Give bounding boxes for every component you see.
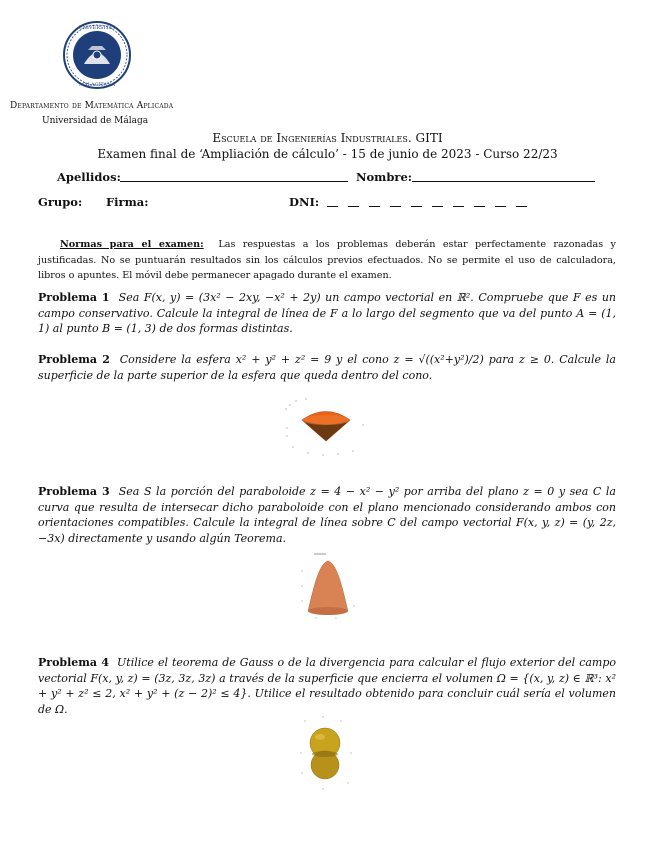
dni-digit-slot[interactable]: [348, 206, 359, 207]
svg-text:MALACITANA: MALACITANA: [78, 82, 116, 88]
problem-title: Problema 1: [38, 291, 110, 304]
name-label: Nombre:: [356, 170, 413, 184]
dni-digit-slot[interactable]: [495, 206, 506, 207]
dni-digit-slot[interactable]: [327, 206, 338, 207]
svg-text:UNIVERSITAS: UNIVERSITAS: [78, 25, 116, 31]
name-field[interactable]: [412, 181, 595, 182]
surname-field[interactable]: [120, 181, 348, 182]
dni-digit-slot[interactable]: [453, 206, 464, 207]
problem-4: [38, 655, 616, 717]
dni-digit-slot[interactable]: [432, 206, 443, 207]
paraboloid-figure: [296, 551, 361, 621]
dni-digit-slot[interactable]: [369, 206, 380, 207]
problem-2: [38, 352, 616, 383]
dni-digit-slot[interactable]: [411, 206, 422, 207]
group-label: Grupo:: [38, 195, 83, 209]
exam-rules: [38, 237, 616, 284]
dni-digit-slot[interactable]: [474, 206, 485, 207]
problem-title: Problema 3: [38, 485, 110, 498]
exam-title: Examen final de ‘Ampliación de cálculo’ - 15 de junio de 2023 - Curso 22/23: [97, 147, 558, 161]
dni-digit-slot[interactable]: [516, 206, 527, 207]
rules-text: Las respuestas a los problemas deberán estar perfectamente razonadas y justificadas. No se puntuarán resultados sin los cálculos previos efectuados. No se permite el uso de calculadora, libros o apuntes. El móvil debe permanecer apagado durante el examen.: [38, 239, 616, 281]
dni-label: DNI:: [289, 195, 320, 209]
problem-1: [38, 290, 616, 337]
surname-label: Apellidos:: [57, 170, 121, 184]
university-seal-logo: [62, 20, 132, 90]
problem-text: Considere la esfera x² + y² + z² = 9 y el cono z = √((x²+y²)/2) para z ≥ 0. Calcule la superficie de la parte superior de la esfera que queda dentro del cono.: [38, 353, 616, 382]
problem-title: Problema 4: [38, 656, 110, 669]
sphere-cone-figure: [278, 395, 373, 460]
problem-text: Sea F(x, y) = (3x² − 2xy, −x² + 2y) un campo vectorial en ℝ². Compruebe que F es un campo conservativo. Calcule la integral de línea de F a lo largo del segmento que va del punto A = (1, 1) al punto B = (1, 3) de dos formas distintas.: [38, 291, 616, 335]
problem-title: Problema 2: [38, 353, 110, 366]
dni-digit-slot[interactable]: [390, 206, 401, 207]
problem-3: [38, 484, 616, 546]
spheres-figure: [293, 713, 358, 793]
school-name: Escuela de Ingenierías Industriales. GITI: [212, 131, 443, 145]
university-name: Universidad de Málaga: [42, 116, 149, 126]
rules-title: Normas para el examen:: [60, 239, 204, 250]
department-name: Departamento de Matemática Aplicada: [10, 101, 174, 111]
problem-text: Sea S la porción del paraboloide z = 4 − x² − y² por arriba del plano z = 0 y sea C la curva que resulta de intersecar dicho paraboloide con el plano mencionado considerando ambos con orientaciones compatibles. Calcule la integral de línea sobre C del campo vectorial F(x, y, z) = (y, 2z, −3x) directamente y usando algún Teorema.: [38, 485, 616, 545]
problem-text: Utilice el teorema de Gauss o de la divergencia para calcular el flujo exterior del campo vectorial F(x, y, z) = (3z, 3z, 3z) a través de la superficie que encierra el volumen Ω = {(x, y, z) ∈ ℝ³: x² + y² + z² ≤ 2, x² + y² + (z − 2)² ≤ 4}. Utilice el resultado obtenido para concluir cuál sería el volumen de Ω.: [38, 656, 617, 716]
signature-label: Firma:: [106, 195, 149, 209]
